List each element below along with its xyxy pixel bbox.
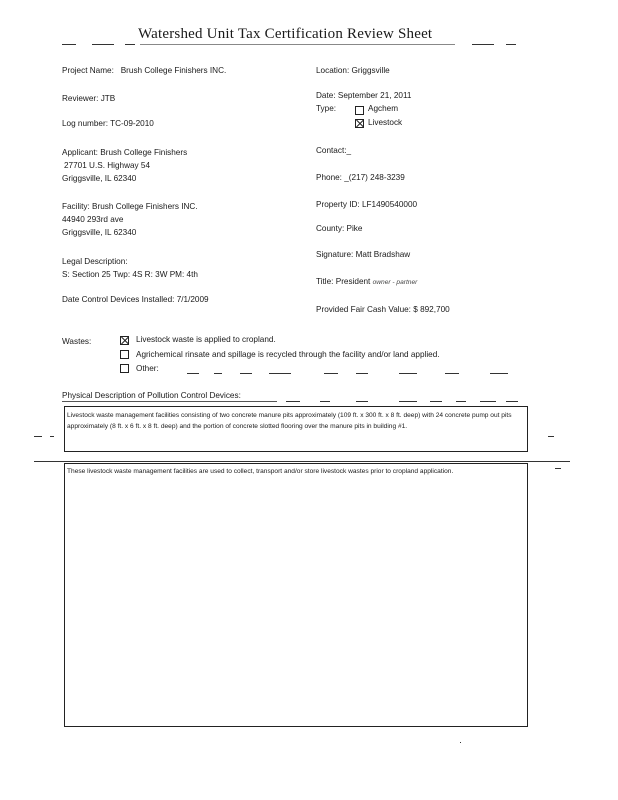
page-title: Watershed Unit Tax Certification Review Sheet <box>138 26 433 42</box>
contact-label: Contact: <box>316 146 347 155</box>
signature-field <box>316 250 410 259</box>
fair-cash-value-field <box>316 305 450 314</box>
waste-other-text: Other: <box>136 364 159 373</box>
location-label: Location: <box>316 66 350 75</box>
property-id-value: LF1490540000 <box>361 200 418 209</box>
type-agchem-label: Agchem <box>368 104 399 113</box>
location-field <box>316 66 390 75</box>
property-id-label: Property ID: <box>316 200 360 209</box>
type-livestock-checkbox[interactable] <box>355 119 364 128</box>
property-id-field <box>316 200 417 209</box>
date-value: September 21, 2011 <box>337 91 412 100</box>
phone-field <box>316 173 405 182</box>
facility-field <box>62 200 198 239</box>
project-name-field <box>62 66 226 75</box>
signature-label: Signature: <box>316 250 354 259</box>
legal-description-field <box>62 255 198 281</box>
type-label: Type: <box>316 104 337 113</box>
physical-description-heading: Physical Description of Pollution Control Devices: <box>62 391 241 400</box>
scan-mark <box>50 436 54 437</box>
fair-cash-value-label: Provided Fair Cash Value: <box>316 305 411 314</box>
applicant-label: Applicant: <box>62 148 98 157</box>
county-value: Pike <box>346 224 363 233</box>
scan-mark <box>34 436 42 437</box>
date-installed-value: 7/1/2009 <box>176 295 209 304</box>
applicant-name: Brush College Finishers <box>100 148 188 157</box>
title-field <box>316 277 417 286</box>
log-number-field <box>62 119 154 128</box>
project-name-value: Brush College Finishers INC. <box>120 66 227 75</box>
county-field <box>316 224 362 233</box>
legal-description-value: S: Section 25 Twp: 4S R: 3W PM: 4th <box>62 270 198 279</box>
waste-livestock-checkbox[interactable] <box>120 336 129 345</box>
type-agchem-checkbox[interactable] <box>355 106 364 115</box>
signature-value: Matt Bradshaw <box>355 250 411 259</box>
title-value: President <box>335 277 371 286</box>
title-label: Title: <box>316 277 334 286</box>
legal-description-label: Legal Description: <box>62 257 128 266</box>
fair-cash-value-value: $ 892,700 <box>413 305 450 314</box>
waste-livestock-text: Livestock waste is applied to cropland. <box>136 335 276 344</box>
waste-agrichemical-text: Agrichemical rinsate and spillage is recycled through the facility and/or land applied. <box>136 350 440 359</box>
date-installed-field <box>62 295 209 304</box>
facility-name: Brush College Finishers INC. <box>92 202 198 211</box>
reviewer-field <box>62 94 115 103</box>
contact-value: _ <box>346 146 352 155</box>
horizontal-rule <box>34 461 570 462</box>
facility-label: Facility: <box>62 202 90 211</box>
scan-mark <box>555 468 561 469</box>
title-handwritten: owner - partner <box>372 279 418 286</box>
date-label: Date: <box>316 91 336 100</box>
phone-value: _(217) 248-3239 <box>344 173 405 182</box>
description-text: Livestock waste management facilities consisting of two concrete manure pits approximately (109 ft. x 300 ft. x 8 ft. deep) with 24 concrete pump out pits approximately (8 ft. x 6 ft. x 8 ft. deep) and the portion of concrete slotted flooring over the manure pits in building #1. <box>67 412 512 430</box>
purpose-text: These livestock waste management facilities are used to collect, transport and/or store livestock wastes prior to cropland application. <box>67 468 454 475</box>
purpose-box <box>64 463 528 727</box>
log-number-value: TC-09-2010 <box>110 119 154 128</box>
date-installed-label: Date Control Devices Installed: <box>62 295 175 304</box>
phone-label: Phone: <box>316 173 342 182</box>
log-number-label: Log number: <box>62 119 108 128</box>
project-name-label: Project Name: <box>62 66 114 75</box>
applicant-address-1: 27701 U.S. Highway 54 <box>64 161 151 170</box>
waste-other-checkbox[interactable] <box>120 364 129 373</box>
contact-field <box>316 146 351 155</box>
reviewer-value: JTB <box>100 94 116 103</box>
type-livestock-label: Livestock <box>368 118 403 127</box>
reviewer-label: Reviewer: <box>62 94 99 103</box>
waste-agrichemical-checkbox[interactable] <box>120 350 129 359</box>
facility-address-1: 44940 293rd ave <box>62 215 124 224</box>
applicant-address-2: Griggsville, IL 62340 <box>62 174 137 183</box>
county-label: County: <box>316 224 345 233</box>
date-field <box>316 91 411 100</box>
facility-address-2: Griggsville, IL 62340 <box>62 228 137 237</box>
scan-mark <box>548 436 554 437</box>
wastes-label: Wastes: <box>62 337 92 346</box>
scan-dot <box>460 742 461 743</box>
location-value: Griggsville <box>351 66 390 75</box>
applicant-field <box>62 146 187 185</box>
